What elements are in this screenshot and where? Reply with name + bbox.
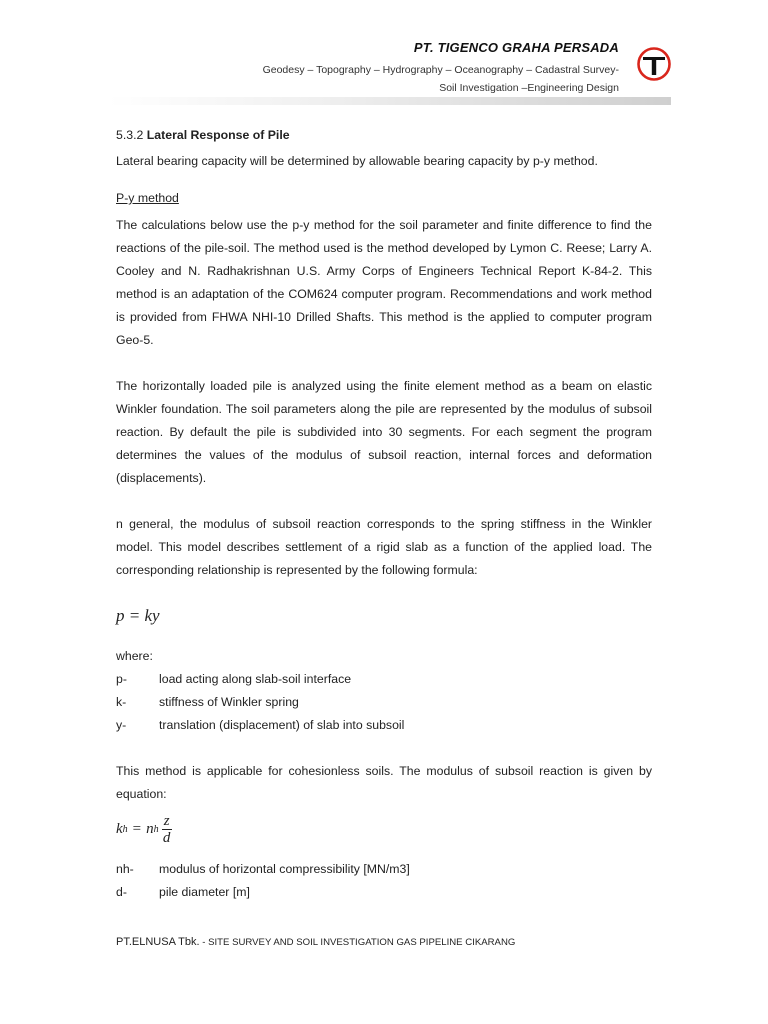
definition-text: stiffness of Winkler spring bbox=[159, 695, 299, 709]
company-logo bbox=[636, 46, 672, 82]
header-services-line1: Geodesy – Topography – Hydrography – Oceanography – Cadastral Survey- bbox=[262, 64, 619, 76]
definition-row bbox=[116, 858, 652, 881]
page-footer bbox=[116, 936, 515, 948]
paragraph-cohesionless: This method is applicable for cohesionless soils. The modulus of subsoil reaction is given by equation: bbox=[116, 764, 652, 801]
formula-kh-coef-sub: h bbox=[153, 823, 159, 835]
subsection-heading: P-y method bbox=[116, 191, 179, 205]
definition-row bbox=[116, 668, 652, 691]
formula-kh bbox=[116, 806, 652, 852]
definition-text: translation (displacement) of slab into subsoil bbox=[159, 718, 405, 732]
formula-kh-fraction bbox=[162, 813, 172, 846]
formula-p-equals-ky: p = ky bbox=[116, 606, 160, 625]
formula-kh-lhs: k bbox=[116, 820, 123, 837]
section-intro: Lateral bearing capacity will be determined by allowable bearing capacity by p-y method. bbox=[116, 154, 598, 168]
definition-symbol: d- bbox=[116, 885, 127, 899]
formula-kh-lhs-sub: h bbox=[122, 823, 128, 835]
header-divider bbox=[108, 97, 671, 105]
definition-text: load acting along slab-soil interface bbox=[159, 672, 352, 686]
definition-text: pile diameter [m] bbox=[159, 885, 250, 899]
footer-company: PT.ELNUSA Tbk. bbox=[116, 936, 200, 948]
definition-row bbox=[116, 714, 652, 737]
header-services-line2: Soil Investigation –Engineering Design bbox=[439, 82, 619, 94]
definition-text: modulus of horizontal compressibility [MN/m3] bbox=[159, 862, 410, 876]
definition-symbol: y- bbox=[116, 718, 127, 732]
formula-kh-numerator: z bbox=[163, 812, 170, 829]
formula-kh-denominator: d bbox=[162, 829, 171, 846]
paragraph-py-method: The calculations below use the p-y method for the soil parameter and finite difference to find the reactions of the pile-soil. The method used is the method developed by Lymon C. Reese; Larry A. Cooley and N. Radhakrishnan U.S. Army Corps of Engineers Technical Report K-84-2. This method is an adaptation of the COM624 computer program. Recommendations and work method is provided from FHWA NHI-10 Drilled Shafts. This method is the applied to computer program Geo-5. bbox=[116, 218, 652, 347]
formula-kh-coef: n bbox=[146, 820, 154, 837]
paragraph-winkler-foundation: The horizontally loaded pile is analyzed using the finite element method as a beam on elastic Winkler foundation. The soil parameters along the pile are represented by the modulus of subsoil reaction. By default the pile is subdivided into 30 segments. For each segment the program determines the values of the modulus of subsoil reaction, internal forces and deformation (displacements). bbox=[116, 379, 652, 485]
definition-symbol: nh- bbox=[116, 862, 134, 876]
footer-project: - SITE SURVEY AND SOIL INVESTIGATION GAS PIPELINE CIKARANG bbox=[199, 937, 516, 948]
definition-symbol: p- bbox=[116, 672, 127, 686]
paragraph-modulus-subsoil: n general, the modulus of subsoil reaction corresponds to the spring stiffness in the Winkler model. This model describes settlement of a rigid slab as a function of the applied load. The corresponding relationship is represented by the following formula: bbox=[116, 517, 652, 577]
header-company-name: PT. TIGENCO GRAHA PERSADA bbox=[413, 40, 619, 55]
definition-row bbox=[116, 881, 652, 904]
document-body bbox=[116, 124, 652, 904]
section-number: 5.3.2 bbox=[116, 128, 144, 142]
definition-row bbox=[116, 691, 652, 714]
section-title: Lateral Response of Pile bbox=[146, 128, 290, 142]
where-label: where: bbox=[116, 649, 153, 663]
definition-symbol: k- bbox=[116, 695, 127, 709]
formula-kh-equals: = bbox=[132, 820, 142, 837]
section-heading bbox=[116, 124, 652, 147]
